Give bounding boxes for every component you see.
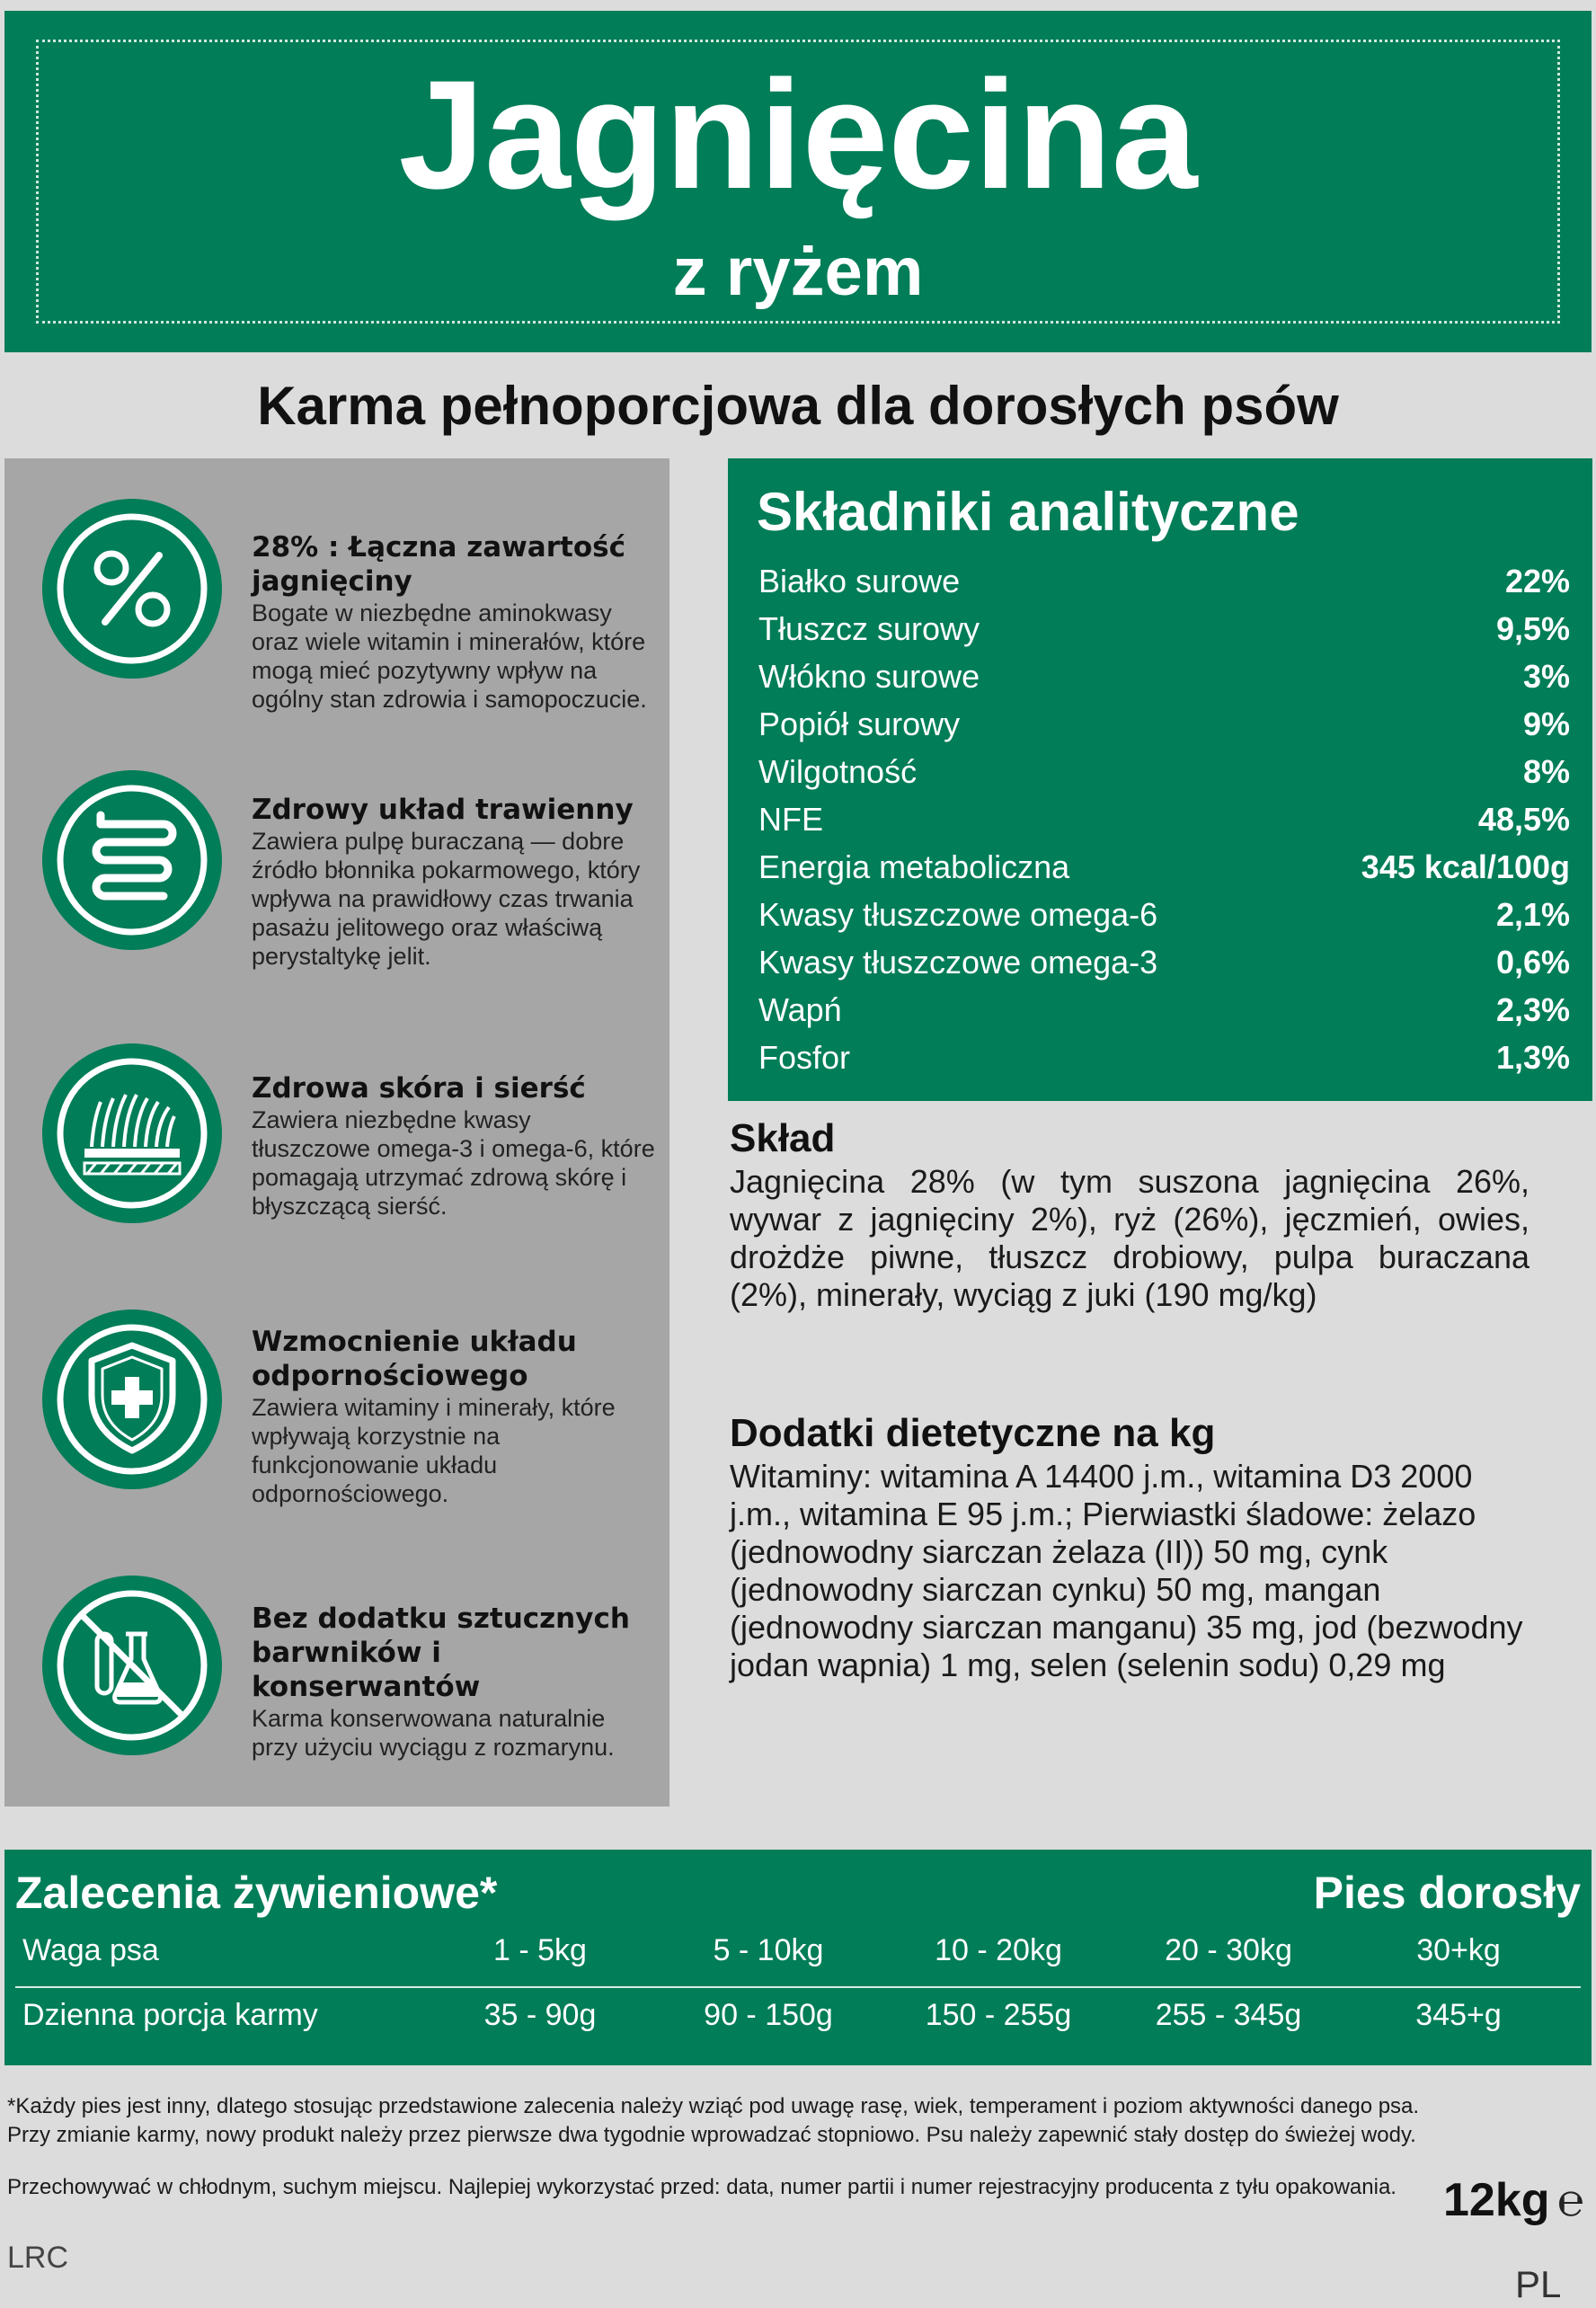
weight-cell: 30+kg — [1416, 1933, 1501, 1967]
tagline: Karma pełnoporcjowa dla dorosłych psów — [257, 376, 1339, 436]
analytic-name: Tłuszcz surowy — [758, 610, 980, 647]
analytic-row — [758, 557, 1570, 605]
portion-cell: 255 - 345g — [1155, 1998, 1302, 2032]
feeding-panel — [4, 1850, 1592, 2065]
feature-title: Zdrowy układ trawienny — [252, 794, 634, 826]
analytic-row — [758, 795, 1570, 843]
feature-text — [252, 1325, 656, 1508]
feature-title: 28% : Łączna zawartość jagnięciny — [252, 531, 625, 598]
net-weight: 12kg — [1443, 2174, 1550, 2226]
analytic-value: 3% — [1522, 658, 1570, 695]
product-code: LRC — [7, 2241, 69, 2275]
analytic-name: Energia metaboliczna — [758, 848, 1070, 885]
storage-note: Przechowywać w chłodnym, suchym miejscu. Najlepiej wykorzystać przed: data, numer partii i numer rejestracyjny producenta z tyłu opakowania. — [7, 2175, 1396, 2199]
shield-cross-icon — [38, 1305, 226, 1494]
analytic-value: 1,3% — [1495, 1039, 1570, 1076]
composition-title: Skład — [730, 1116, 836, 1160]
feature-title: Zdrowa skóra i sierść — [252, 1072, 586, 1105]
feature-desc: Bogate w niezbędne aminokwasy oraz wiele witamin i minerałów, które mogą mieć pozytywny wpływ na ogólny stan zdrowia i samopoczucie. — [252, 599, 647, 713]
feature-desc: Karma konserwowana naturalnie przy użyciu wyciągu z rozmarynu. — [252, 1705, 615, 1761]
analytic-name: Kwasy tłuszczowe omega-3 — [758, 944, 1158, 981]
analytic-value: 22% — [1504, 563, 1570, 599]
product-subtitle: z ryżem — [672, 234, 924, 310]
analytic-value: 8% — [1522, 753, 1570, 790]
feature-title: Bez dodatku sztucznych barwników i konserwantów — [252, 1602, 630, 1703]
analytic-row — [758, 748, 1570, 795]
portion-cell: 90 - 150g — [704, 1998, 833, 2032]
analytic-row — [758, 652, 1570, 700]
analytic-value: 2,3% — [1495, 991, 1570, 1028]
feature-text — [252, 1071, 656, 1221]
analytic-row — [758, 938, 1570, 986]
analytic-name: Włókno surowe — [758, 658, 980, 695]
analytic-row — [758, 700, 1570, 748]
footnote-line-2: Przy zmianie karmy, nowy produkt należy przez pierwsze dwa tygodnie wprowadzać stopniowo. Psu należy zapewnić stały dostęp do świeżej wody. — [7, 2123, 1416, 2147]
feature-desc: Zawiera pulpę buraczaną — dobre źródło błonnika pokarmowego, który wpływa na prawidłowy czas trwania pasażu jelitowego oraz właściwą perystaltykę jelit. — [252, 828, 641, 970]
no-chemicals-icon — [38, 1571, 226, 1760]
analytic-name: NFE — [758, 801, 823, 838]
weight-cell: 5 - 10kg — [713, 1933, 824, 1967]
e-mark-icon: ℮ — [1557, 2174, 1585, 2226]
footnote-line-1: *Każdy pies jest inny, dlatego stosując przedstawione zalecenia należy wziąć pod uwagę rasę, wiek, temperament i poziom aktywności danego psa. — [7, 2094, 1420, 2118]
analytic-value: 9% — [1522, 706, 1570, 742]
composition-section — [730, 1114, 1530, 1314]
feeding-title: Zalecenia żywieniowe* — [15, 1868, 498, 1918]
feature-text — [252, 1602, 656, 1762]
analytic-row — [758, 986, 1570, 1034]
weight-cell: 10 - 20kg — [935, 1933, 1062, 1967]
feature-desc: Zawiera niezbędne kwasy tłuszczowe omega-3 i omega-6, które pomagają utrzymać zdrową skórę i błyszczącą sierść. — [252, 1106, 655, 1220]
analytic-name: Kwasy tłuszczowe omega-6 — [758, 896, 1158, 933]
benefits-panel — [4, 458, 669, 1806]
analytic-panel — [728, 458, 1592, 1101]
analytic-name: Wilgotność — [758, 753, 918, 790]
analytic-name: Popiół surowy — [758, 706, 961, 742]
product-title: Jagnięcina — [398, 49, 1198, 221]
analytic-name: Wapń — [758, 991, 842, 1028]
feature-text — [252, 793, 656, 971]
analytic-row — [758, 605, 1570, 652]
analytic-name: Białko surowe — [758, 563, 961, 599]
additives-title: Dodatki dietetyczne na kg — [730, 1411, 1216, 1455]
header-banner — [4, 11, 1592, 352]
weight-cell: 1 - 5kg — [493, 1933, 587, 1967]
portion-row-label: Dzienna porcja karmy — [22, 1998, 318, 2032]
weight-cell: 20 - 30kg — [1165, 1933, 1292, 1967]
feature-text — [252, 530, 656, 714]
intestine-icon — [38, 766, 226, 954]
feeding-divider — [15, 1986, 1581, 1988]
composition-text: Jagnięcina 28% (w tym suszona jagnięcina 26%, wywar z jagnięciny 2%), ryż (26%), jęczmień, owies, drożdże piwne, tłuszcz drobiowy, pulpa buraczana (2%), minerały, wyciąg z juki (190 mg/kg) — [730, 1163, 1530, 1313]
analytic-row — [758, 843, 1570, 891]
portion-cell: 150 - 255g — [925, 1998, 1072, 2032]
analytic-row — [758, 891, 1570, 938]
portion-cell: 345+g — [1415, 1998, 1502, 2032]
skin-fur-icon — [38, 1039, 226, 1228]
additives-text: Witaminy: witamina A 14400 j.m., witamina D3 2000 j.m., witamina E 95 j.m.; Pierwiastki śladowe: żelazo (jednowodny siarczan żelaza (II)) 50 mg, cynk (jednowodny siarczan cynku) 50 mg, mangan (jednowodny siarczan manganu) 35 mg, jod (bezwodny jodan wapnia) 1 mg, selen (selenin sodu) 0,29 mg — [730, 1458, 1523, 1683]
language-code: PL — [1515, 2263, 1562, 2305]
analytic-row — [758, 1034, 1570, 1081]
analytic-value: 48,5% — [1477, 801, 1570, 838]
analytic-title: Składniki analityczne — [757, 482, 1299, 542]
additives-section — [730, 1409, 1538, 1684]
portion-cell: 35 - 90g — [483, 1998, 597, 2032]
percent-icon — [38, 494, 226, 683]
analytic-value: 345 kcal/100g — [1361, 848, 1570, 885]
analytic-value: 2,1% — [1495, 896, 1570, 933]
analytic-value: 9,5% — [1495, 610, 1570, 647]
analytic-name: Fosfor — [758, 1039, 851, 1076]
feature-title: Wzmocnienie układu odpornościowego — [252, 1326, 577, 1392]
feeding-group: Pies dorosły — [1313, 1868, 1581, 1918]
weight-row-label: Waga psa — [22, 1933, 159, 1967]
feature-desc: Zawiera witaminy i minerały, które wpływają korzystnie na funkcjonowanie układu odpornościowego. — [252, 1394, 616, 1507]
analytic-value: 0,6% — [1495, 944, 1570, 981]
